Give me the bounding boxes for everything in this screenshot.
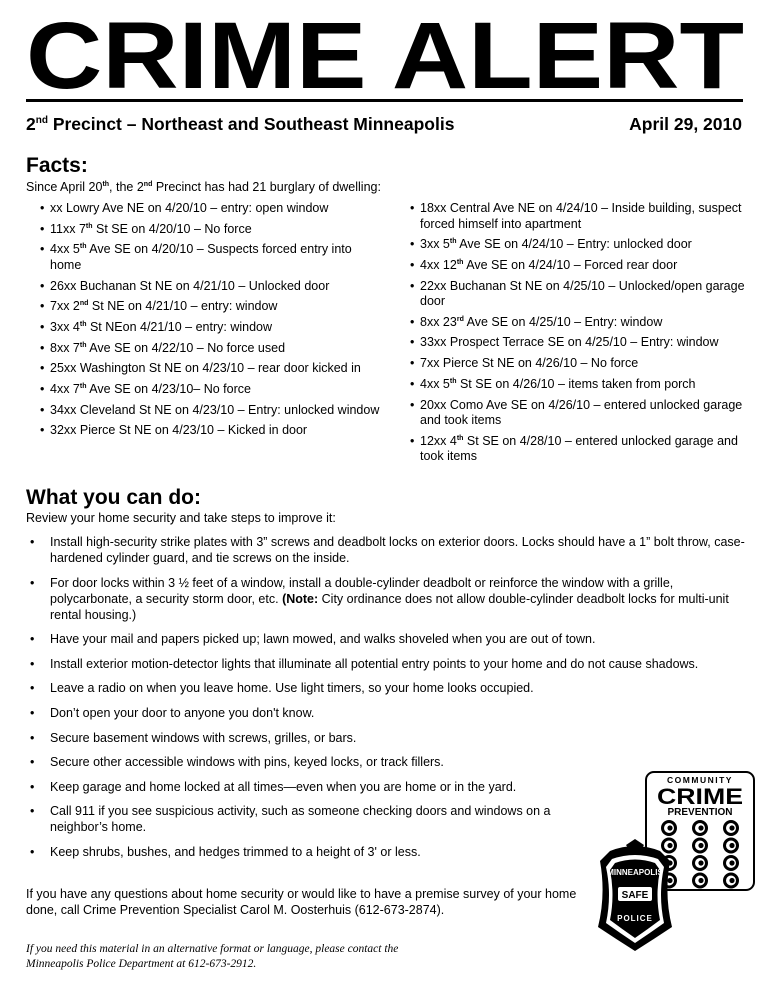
street-ordinal: th [449, 238, 457, 246]
burglary-text: St SE on 4/26/10 – items taken from porch [456, 376, 696, 391]
street-ordinal: th [79, 320, 87, 328]
tip-text: Secure basement windows with screws, grilles, or bars. [50, 730, 357, 745]
eye-icon [692, 873, 708, 889]
burglary-text: 4xx 12 [420, 257, 457, 272]
burglary-list-item [408, 258, 748, 274]
burglary-list-item [38, 222, 383, 238]
burglary-text: xx Lowry Ave NE on 4/20/10 – entry: open window [50, 201, 329, 215]
burglary-list-item [38, 320, 383, 336]
street-ordinal: th [79, 243, 87, 251]
burglary-text: Ave SE on 4/20/10 – Suspects forced entry into home [50, 242, 352, 272]
security-tip [26, 534, 746, 566]
facts-intro-ordinal: nd [143, 180, 153, 188]
tip-text: Install high-security strike plates with 3” screws and deadbolt locks on exterior doors. Locks should have a 1” bolt throw, case-hardened cylinder guard, and tie screws on the inside. [50, 535, 745, 565]
burglary-text: Ave SE on 4/25/10 – Entry: window [463, 314, 663, 329]
eye-icon [723, 855, 739, 871]
burglary-text: Ave SE on 4/24/10 – Forced rear door [463, 257, 678, 272]
precinct-number: 2 [26, 114, 36, 134]
alert-date: April 29, 2010 [629, 114, 742, 134]
burglary-text: St NE on 4/21/10 – entry: window [88, 299, 278, 314]
burglary-text: Ave SE on 4/22/10 – No force used [86, 340, 286, 355]
title-text: CRIME ALERT [26, 12, 744, 98]
tip-text: Call 911 if you see suspicious activity, such as someone checking doors and windows on a neighbor’s home. [50, 804, 551, 835]
street-ordinal: nd [79, 300, 89, 308]
minneapolis-police-badge-logo [592, 835, 678, 953]
burglary-list-item [38, 361, 383, 377]
security-tip [26, 754, 746, 770]
what-you-can-do-heading: What you can do: [26, 486, 201, 509]
what-you-can-do-intro: Review your home security and take steps to improve it: [26, 511, 336, 525]
street-ordinal: th [79, 341, 87, 349]
security-tip [26, 705, 746, 721]
burglary-text: 4xx 7 [50, 382, 80, 396]
burglary-list-item [38, 423, 383, 439]
facts-intro-part: Since April 20 [26, 180, 103, 194]
street-ordinal: th [79, 382, 87, 390]
burglary-list-item [408, 201, 748, 232]
burglary-list-item [408, 279, 748, 310]
burglary-text: 12xx 4 [420, 433, 457, 448]
burglary-text: 3xx 5 [420, 237, 450, 252]
burglary-list-item [408, 356, 748, 372]
burglary-list-item [38, 382, 383, 398]
eye-icon [723, 820, 739, 836]
title-divider [26, 99, 743, 102]
tip-text: Have your mail and papers picked up; lawn mowed, and walks shoveled when you are out of town. [50, 632, 596, 647]
burglary-text: 11xx 7 [50, 221, 86, 236]
street-ordinal: th [456, 434, 464, 442]
tip-note-label: (Note: [282, 591, 319, 606]
facts-intro [26, 180, 381, 194]
burglary-text: 25xx Washington St NE on 4/23/10 – rear door kicked in [50, 361, 361, 376]
burglary-list-item [408, 315, 748, 331]
tip-text: Keep garage and home locked at all times—even when you are home or in the yard. [50, 779, 517, 794]
burglary-list-item [408, 434, 748, 465]
badge-minneapolis-text: MINNEAPOLIS [607, 868, 663, 877]
tip-text: Leave a radio on when you leave home. Use light timers, so your home looks occupied. [50, 681, 534, 696]
burglary-text: St SE on 4/28/10 – entered unlocked garage and took items [420, 433, 738, 464]
facts-intro-part: , the 2 [109, 180, 144, 194]
burglary-text: St NEon 4/21/10 – entry: window [86, 319, 273, 334]
eye-icon [692, 838, 708, 854]
burglary-list-item [38, 299, 383, 315]
logo-prevention-text: PREVENTION [667, 807, 733, 818]
security-tip [26, 656, 746, 672]
security-tip [26, 631, 746, 647]
burglary-text: 3xx 4 [50, 319, 80, 334]
eye-icon [723, 873, 739, 889]
alternative-format-notice [26, 942, 456, 972]
burglary-list-left [38, 201, 383, 444]
tip-text: Secure other accessible windows with pins, keyed locks, or track fillers. [50, 755, 444, 770]
burglary-text: 4xx 5 [420, 376, 450, 391]
subheader [26, 114, 742, 135]
eye-icon [692, 855, 708, 871]
logo-community-text: COMMUNITY [667, 775, 733, 785]
street-ordinal: rd [456, 315, 464, 323]
burglary-list-item [408, 377, 748, 393]
page-title [26, 12, 746, 98]
footer-line: Minneapolis Police Department at 612-673-2912. [26, 958, 257, 970]
contact-paragraph: If you have any questions about home security or would like to have a premise survey of your home done, call Crime Prevention Specialist Carol M. Oosterhuis (612-673-2874). [26, 887, 577, 917]
burglary-text: Ave SE on 4/23/10– No force [86, 382, 251, 396]
burglary-text: 22xx Buchanan St NE on 4/25/10 – Unlocked/open garage door [420, 278, 745, 309]
street-ordinal: th [85, 222, 93, 230]
burglary-text: 33xx Prospect Terrace SE on 4/25/10 – Entry: window [420, 335, 719, 350]
burglary-list-right [408, 201, 748, 470]
security-tips-list [26, 534, 746, 869]
street-ordinal: th [449, 377, 457, 385]
burglary-text: 8xx 7 [50, 340, 80, 355]
security-tip [26, 680, 746, 696]
security-tip [26, 575, 746, 623]
burglary-text: 20xx Como Ave SE on 4/26/10 – entered unlocked garage and took items [420, 397, 743, 427]
burglary-list-item [408, 335, 748, 351]
precinct-label [26, 114, 454, 134]
badge-police-text: POLICE [617, 914, 653, 923]
title-wordmark [26, 12, 746, 98]
tip-text: Install exterior motion-detector lights that illuminate all potential entry points to your home and do not cause shadows. [50, 656, 699, 671]
security-tip [26, 803, 590, 835]
burglary-text: Ave SE on 4/24/10 – Entry: unlocked door [456, 237, 692, 252]
security-tip [26, 844, 590, 860]
burglary-text: 34xx Cleveland St NE on 4/23/10 – Entry: unlocked window [50, 402, 380, 417]
precinct-ordinal: nd [35, 115, 48, 127]
burglary-text: 7xx Pierce St NE on 4/26/10 – No force [420, 356, 639, 371]
precinct-description: Precinct – Northeast and Southeast Minneapolis [47, 114, 455, 134]
burglary-list-item [38, 341, 383, 357]
burglary-text: 8xx 23 [420, 314, 457, 329]
burglary-list-item [408, 237, 748, 253]
burglary-text: 4xx 5 [50, 242, 80, 257]
burglary-text: St SE on 4/20/10 – No force [92, 221, 252, 236]
security-tip [26, 779, 746, 795]
eye-icon [692, 820, 708, 836]
burglary-text: 7xx 2 [50, 299, 80, 314]
burglary-text: 26xx Buchanan St NE on 4/21/10 – Unlocked door [50, 278, 330, 293]
burglary-list-item [38, 242, 383, 273]
tip-text: Keep shrubs, bushes, and hedges trimmed to a height of 3' or less. [50, 844, 421, 859]
burglary-list-item [38, 403, 383, 419]
burglary-text: 18xx Central Ave NE on 4/24/10 – Inside building, suspect forced himself into apartment [420, 201, 742, 231]
facts-intro-part: Precinct has had 21 burglary of dwelling: [152, 180, 381, 194]
eye-icon [723, 838, 739, 854]
facts-heading: Facts: [26, 154, 88, 177]
eye-icon [661, 820, 677, 836]
tip-text: Don’t open your door to anyone you don't know. [50, 705, 315, 720]
burglary-text: 32xx Pierce St NE on 4/23/10 – Kicked in door [50, 423, 308, 438]
logo-crime-text: CRIME [657, 784, 743, 809]
facts-intro-ordinal: th [102, 180, 110, 188]
burglary-list-item [408, 398, 748, 429]
street-ordinal: th [456, 258, 464, 266]
burglary-list-item [38, 201, 383, 217]
tip-text: City ordinance does not allow double-cylinder deadbolt locks for multi-unit rental housing.) [50, 591, 729, 622]
badge-safe-text: SAFE [621, 890, 649, 901]
tip-text: For door locks within 3 ½ feet of a window, install a double-cylinder deadbolt or reinforce the window with a grille, polycarbonate, a security storm door, etc. [50, 575, 674, 606]
footer-line: If you need this material in an alternative format or language, please contact the [26, 943, 399, 955]
security-tip [26, 730, 746, 746]
burglary-list-item [38, 279, 383, 295]
